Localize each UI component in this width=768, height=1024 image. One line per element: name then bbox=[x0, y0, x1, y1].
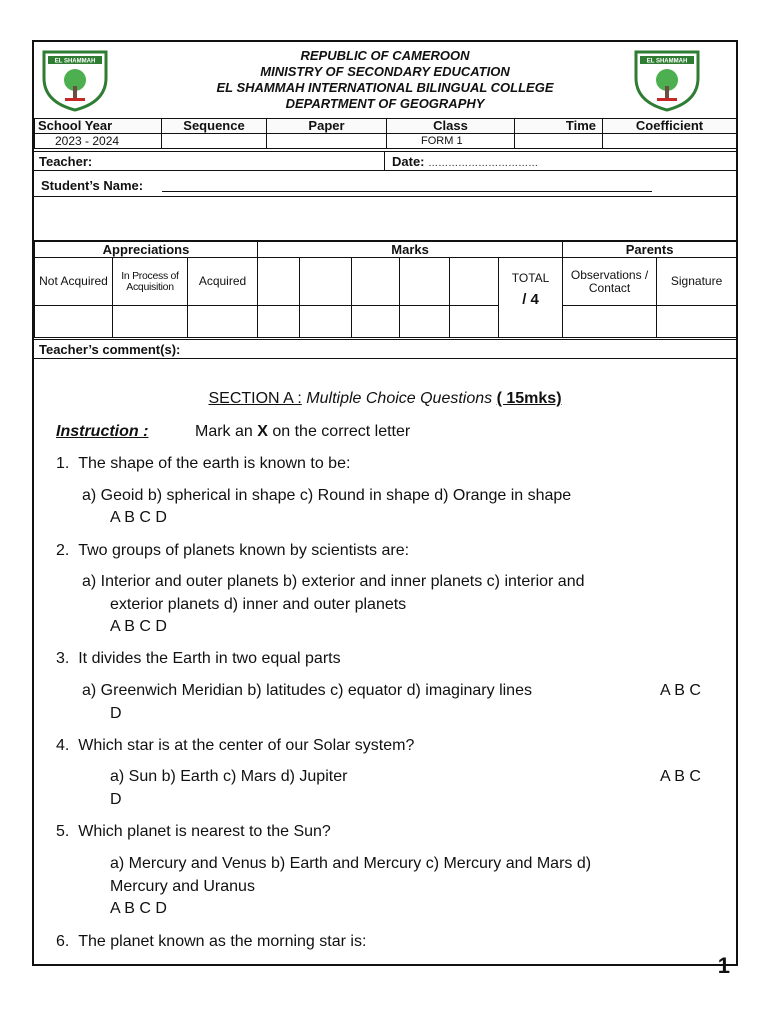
in-process-label: In Process of Acquisition bbox=[113, 258, 188, 306]
question-2-options-cont[interactable]: exterior planets d) inner and outer planets bbox=[110, 596, 407, 613]
sequence-header: Sequence bbox=[162, 119, 267, 134]
date-label: Date: bbox=[392, 154, 425, 169]
mark-cell[interactable] bbox=[400, 258, 450, 306]
mark-cell[interactable] bbox=[258, 258, 300, 306]
date-field[interactable] bbox=[392, 154, 538, 169]
student-name-input-line[interactable] bbox=[162, 191, 652, 192]
question-2-options[interactable]: a) Interior and outer planets b) exterior and inner planets c) interior and bbox=[82, 573, 585, 590]
question-3-answer-letter-d[interactable]: D bbox=[110, 705, 122, 722]
question-3-answer-letters[interactable]: A B C bbox=[660, 682, 701, 699]
observations-cell[interactable] bbox=[563, 306, 657, 338]
mark-cell[interactable] bbox=[300, 258, 352, 306]
section-label: SECTION A : bbox=[208, 390, 302, 407]
blank-space bbox=[34, 197, 736, 241]
school-year-value[interactable]: 2023 - 2024 bbox=[35, 134, 162, 149]
section-title: Multiple Choice Questions bbox=[306, 390, 493, 407]
appreciations-header: Appreciations bbox=[35, 242, 258, 258]
parents-header: Parents bbox=[563, 242, 737, 258]
section-marks: ( 15mks) bbox=[496, 390, 562, 407]
teacher-comment-row bbox=[34, 339, 736, 359]
mark-cell[interactable] bbox=[352, 258, 400, 306]
question-4-answer-letter-d[interactable]: D bbox=[110, 791, 122, 808]
teacher-comment-label: Teacher’s comment(s): bbox=[39, 342, 181, 357]
question-2-answer-letters[interactable]: A B C D bbox=[110, 618, 167, 635]
student-name-label: Student’s Name: bbox=[41, 178, 144, 193]
sequence-value[interactable] bbox=[162, 134, 267, 149]
info-table bbox=[34, 118, 737, 149]
class-value[interactable]: FORM 1 bbox=[387, 134, 515, 149]
section-heading bbox=[34, 390, 736, 408]
paper-value[interactable] bbox=[267, 134, 387, 149]
header bbox=[34, 42, 736, 118]
question-1-options[interactable]: a) Geoid b) spherical in shape c) Round in shape d) Orange in shape bbox=[82, 487, 572, 504]
svg-text:EL SHAMMAH: EL SHAMMAH bbox=[646, 58, 688, 65]
mark-cell[interactable] bbox=[450, 306, 499, 338]
mark-cell[interactable] bbox=[450, 258, 499, 306]
question-5-options-cont[interactable]: Mercury and Uranus bbox=[110, 878, 255, 895]
mark-cell[interactable] bbox=[352, 306, 400, 338]
header-line-department: DEPARTMENT OF GEOGRAPHY bbox=[285, 96, 485, 111]
header-line-college: EL SHAMMAH INTERNATIONAL BILINGUAL COLLEGE bbox=[216, 80, 554, 95]
school-year-header: School Year bbox=[35, 119, 162, 134]
paper-header: Paper bbox=[267, 119, 387, 134]
question-4-answer-letters[interactable]: A B C bbox=[660, 768, 701, 785]
total-label: TOTAL bbox=[511, 271, 550, 285]
teacher-date-row bbox=[34, 151, 736, 171]
mark-cell[interactable] bbox=[400, 306, 450, 338]
question-4-options[interactable]: a) Sun b) Earth c) Mars d) Jupiter bbox=[110, 768, 348, 785]
header-line-ministry: MINISTRY OF SECONDARY EDUCATION bbox=[260, 64, 510, 79]
question-5: 5. Which planet is nearest to the Sun? bbox=[56, 823, 331, 840]
class-header: Class bbox=[387, 119, 515, 134]
date-dots: …………………………… bbox=[428, 158, 539, 169]
header-title bbox=[34, 48, 736, 112]
observations-label: Observations / Contact bbox=[563, 258, 657, 306]
appraisal-table bbox=[34, 241, 737, 338]
not-acquired-label: Not Acquired bbox=[35, 258, 113, 306]
in-process-cell[interactable] bbox=[113, 306, 188, 338]
question-3: 3. It divides the Earth in two equal parts bbox=[56, 650, 341, 667]
header-line-republic: REPUBLIC OF CAMEROON bbox=[300, 48, 470, 63]
question-1-answer-letters[interactable]: A B C D bbox=[110, 509, 167, 526]
signature-cell[interactable] bbox=[657, 306, 737, 338]
not-acquired-cell[interactable] bbox=[35, 306, 113, 338]
instruction-label: Instruction : bbox=[56, 423, 149, 440]
question-4: 4. Which star is at the center of our Solar system? bbox=[56, 737, 415, 754]
total-value: / 4 bbox=[522, 291, 539, 308]
time-value[interactable] bbox=[515, 134, 603, 149]
teacher-label: Teacher: bbox=[39, 154, 93, 169]
question-5-answer-letters[interactable]: A B C D bbox=[110, 900, 167, 917]
coefficient-value[interactable] bbox=[603, 134, 737, 149]
question-3-options[interactable]: a) Greenwich Meridian b) latitudes c) equator d) imaginary lines bbox=[82, 682, 532, 699]
instruction bbox=[56, 423, 411, 441]
instruction-text: Mark an X on the correct letter bbox=[195, 423, 411, 440]
total-cell bbox=[499, 258, 563, 338]
question-2: 2. Two groups of planets known by scientists are: bbox=[56, 542, 410, 559]
question-1: 1. The shape of the earth is known to be: bbox=[56, 455, 351, 472]
exam-page bbox=[32, 40, 738, 966]
acquired-label: Acquired bbox=[188, 258, 258, 306]
time-header: Time bbox=[515, 119, 603, 134]
mark-cell[interactable] bbox=[258, 306, 300, 338]
acquired-cell[interactable] bbox=[188, 306, 258, 338]
question-6: 6. The planet known as the morning star is: bbox=[56, 933, 367, 950]
student-name-row bbox=[34, 171, 736, 197]
coefficient-header: Coefficient bbox=[603, 119, 737, 134]
signature-label: Signature bbox=[657, 258, 737, 306]
marks-header: Marks bbox=[258, 242, 563, 258]
question-5-options[interactable]: a) Mercury and Venus b) Earth and Mercury c) Mercury and Mars d) bbox=[110, 855, 592, 872]
svg-text:EL SHAMMAH: EL SHAMMAH bbox=[54, 58, 96, 65]
mark-cell[interactable] bbox=[300, 306, 352, 338]
page-number: 1 bbox=[717, 953, 730, 978]
